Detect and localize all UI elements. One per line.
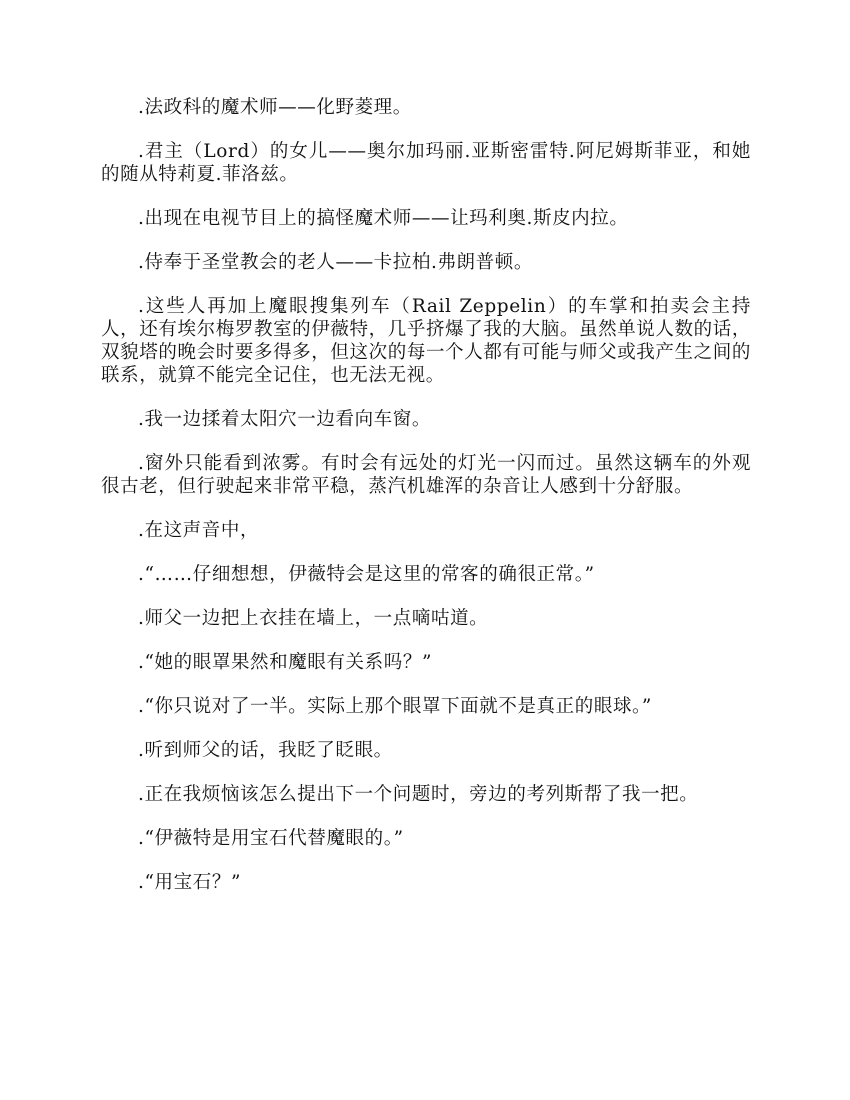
paragraph: .我一边揉着太阳穴一边看向车窗。 — [138, 409, 431, 430]
paragraph: .君主（Lord）的女儿——奥尔加玛丽.亚斯密雷特.阿尼姆斯菲亚，和她的随从特莉夏.菲洛兹。 — [101, 141, 751, 185]
paragraph: .在这声音中， — [138, 520, 260, 541]
paragraph: .法政科的魔术师——化野菱理。 — [138, 97, 412, 118]
paragraph: .“你只说对了一半。实际上那个眼罩下面就不是真正的眼球。” — [138, 696, 652, 717]
paragraph: .“她的眼罩果然和魔眼有关系吗？” — [138, 652, 432, 673]
paragraph: .正在我烦恼该怎么提出下一个问题时，旁边的考列斯帮了我一把。 — [138, 784, 699, 805]
paragraph: .侍奉于圣堂教会的老人——卡拉柏.弗朗普顿。 — [138, 252, 533, 273]
paragraph: .听到师父的话，我眨了眨眼。 — [138, 740, 393, 761]
paragraph: .师父一边把上衣挂在墙上，一点嘀咕道。 — [138, 608, 489, 629]
paragraph: .“伊薇特是用宝石代替魔眼的。” — [138, 828, 404, 849]
paragraph: .“用宝石？” — [138, 872, 241, 893]
paragraph: .“……仔细想想，伊薇特会是这里的常客的确很正常。” — [138, 564, 595, 585]
document-page — [101, 96, 751, 915]
paragraph: .出现在电视节目上的搞怪魔术师——让玛利奥.斯皮内拉。 — [138, 208, 629, 229]
paragraph: .这些人再加上魔眼搜集列车（Rail Zeppelin）的车掌和拍卖会主持人，还有埃尔梅罗教室的伊薇特，几乎挤爆了我的大脑。虽然单说人数的话，双貌塔的晚会时要多得多，但这次的每一个人都有可能与师父或我产生之间的联系，就算不能完全记住，也无法无视。 — [101, 296, 751, 386]
paragraph: .窗外只能看到浓雾。有时会有远处的灯光一闪而过。虽然这辆车的外观很古老，但行驶起来非常平稳，蒸汽机雄浑的杂音让人感到十分舒服。 — [101, 453, 751, 497]
